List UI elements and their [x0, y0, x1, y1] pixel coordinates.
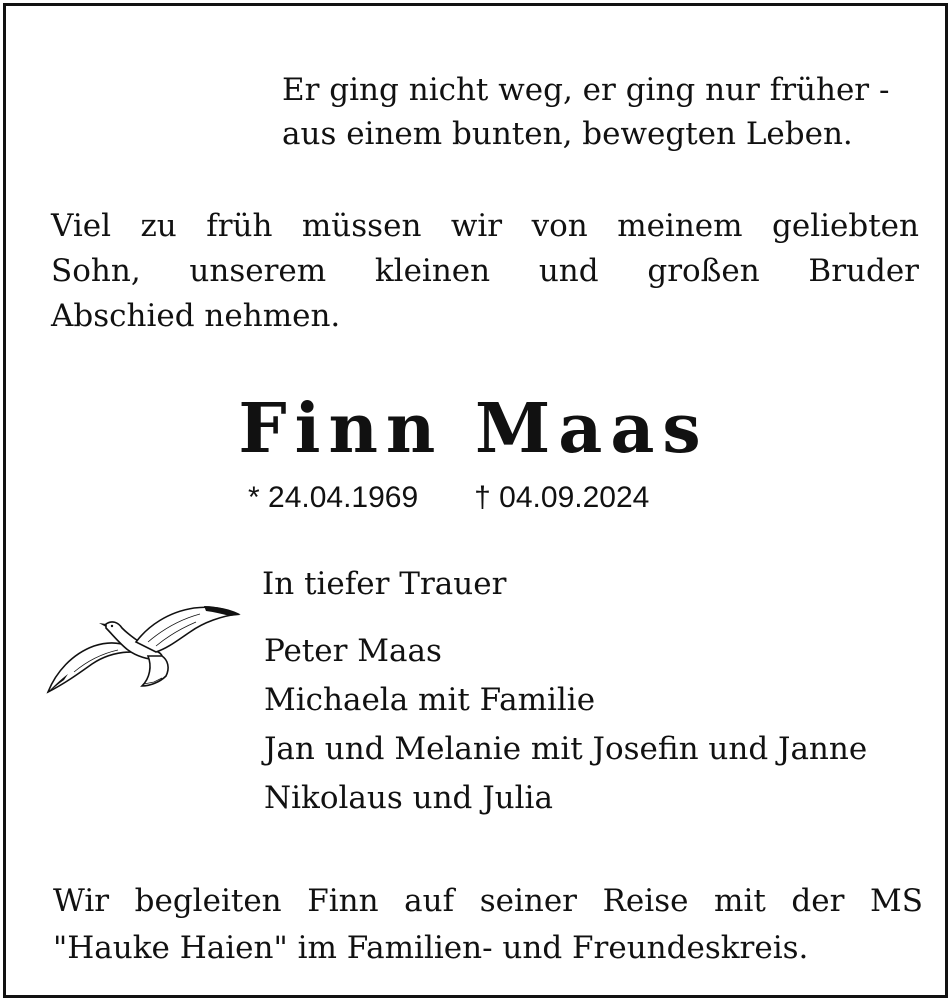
family-member: Peter Maas — [264, 633, 442, 669]
deceased-name: Finn Maas — [238, 389, 709, 469]
intro-line: Viel zu früh müssen wir von meinem geliebten — [51, 208, 919, 244]
closing-line: "Hauke Haien" im Familien- und Freundeskreis. — [53, 930, 809, 966]
motto-line: aus einem bunten, bewegten Leben. — [282, 116, 853, 152]
intro-text — [51, 204, 919, 339]
family-member: Jan und Melanie mit Josefin und Janne — [264, 731, 868, 767]
family-list — [264, 627, 867, 823]
closing-text — [53, 878, 923, 972]
closing-line: Wir begleiten Finn auf seiner Reise mit der MS — [53, 883, 923, 919]
intro-line: Sohn, unserem kleinen und großen Bruder — [51, 253, 919, 289]
motto-quote — [282, 68, 942, 156]
intro-line: Abschied nehmen. — [51, 298, 341, 334]
life-dates — [248, 478, 649, 518]
mourning-line: In tiefer Trauer — [262, 566, 507, 602]
death-date: † 04.09.2024 — [474, 481, 650, 514]
family-member: Nikolaus und Julia — [264, 780, 553, 816]
birth-date: * 24.04.1969 — [248, 481, 419, 514]
motto-line: Er ging nicht weg, er ging nur früher - — [282, 72, 890, 108]
obituary-notice — [3, 3, 948, 998]
family-member: Michaela mit Familie — [264, 682, 596, 718]
seagull-icon — [44, 602, 242, 698]
